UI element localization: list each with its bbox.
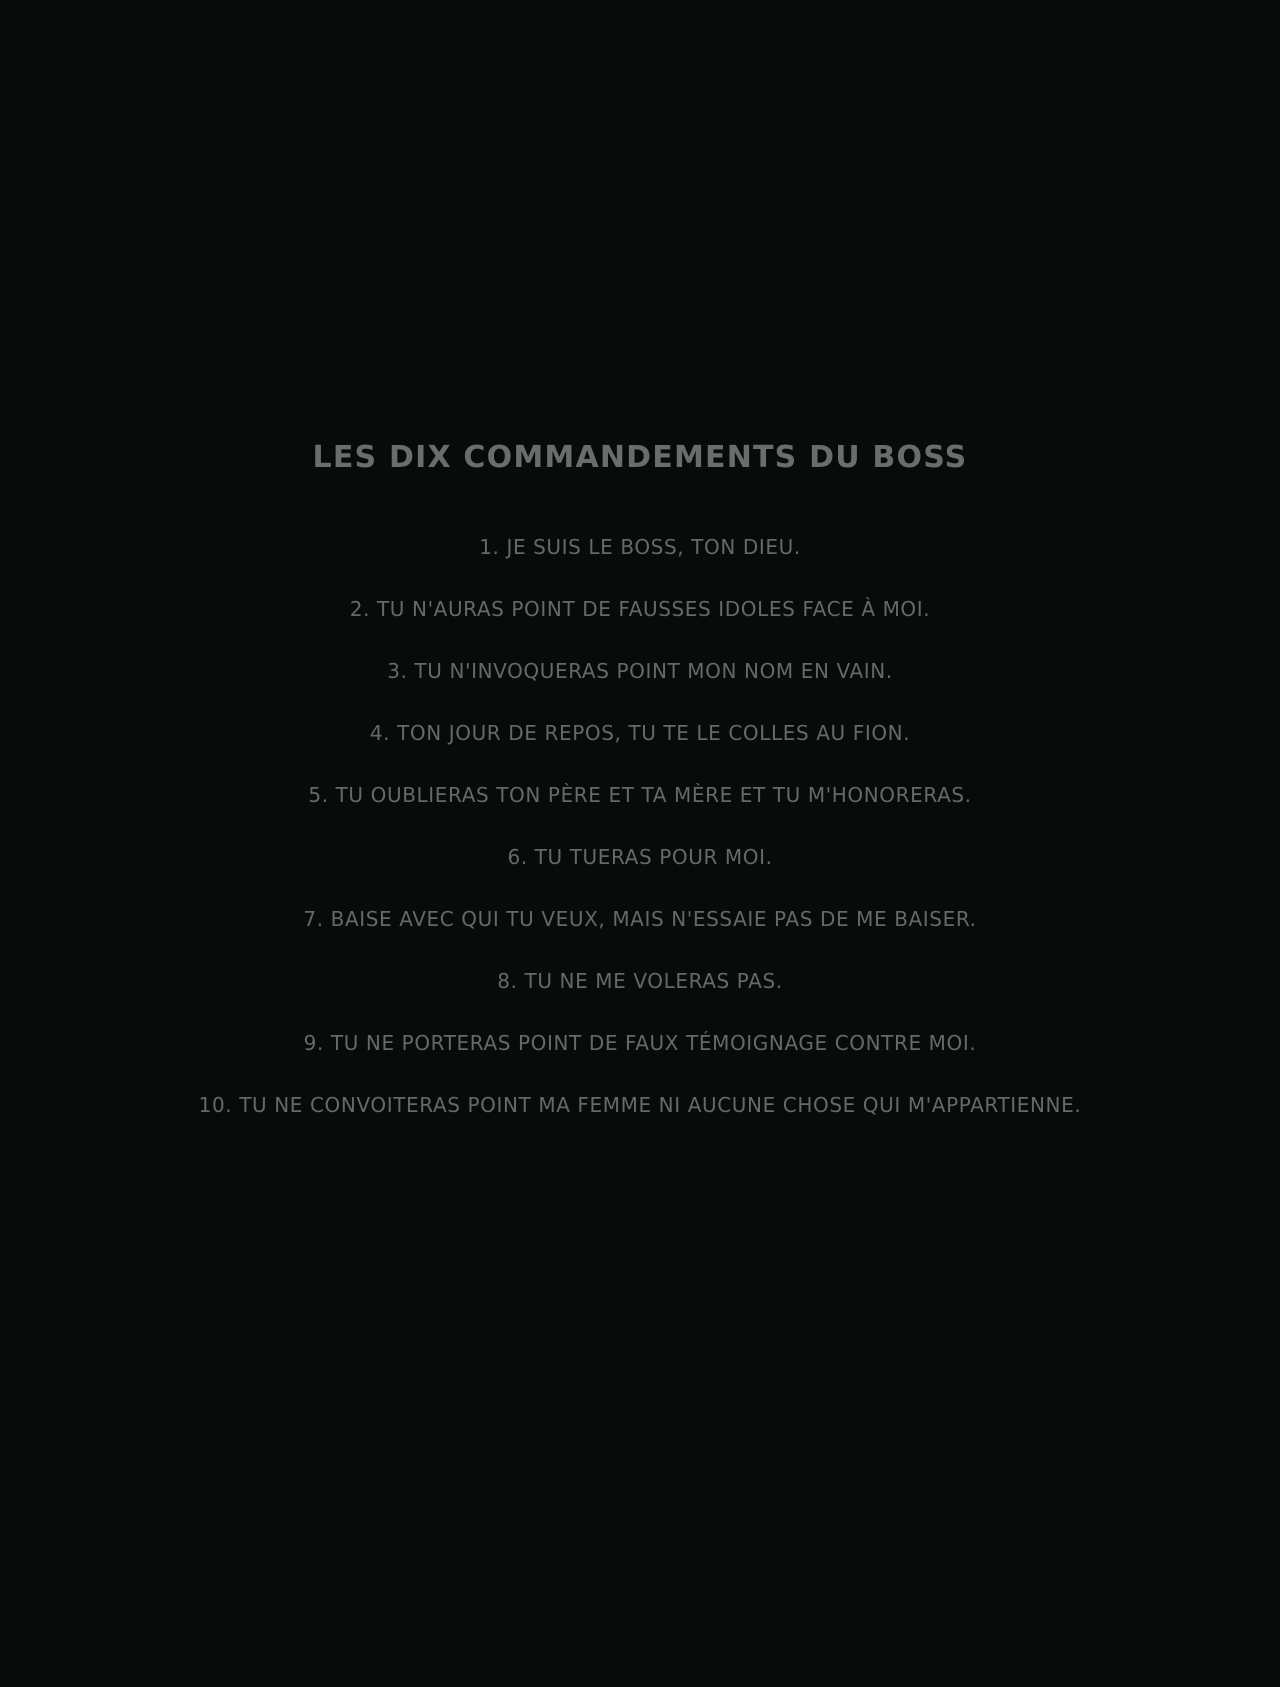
document-content bbox=[0, 440, 1280, 1119]
list-item: 8. TU NE ME VOLERAS PAS. bbox=[497, 969, 783, 993]
list-item: 5. TU OUBLIERAS TON PÈRE ET TA MÈRE ET TU M'HONORERAS. bbox=[308, 783, 972, 807]
list-item: 9. TU NE PORTERAS POINT DE FAUX TÉMOIGNAGE CONTRE MOI. bbox=[303, 1031, 977, 1055]
list-item: 7. BAISE AVEC QUI TU VEUX, MAIS N'ESSAIE PAS DE ME BAISER. bbox=[303, 907, 977, 931]
list-item: 2. TU N'AURAS POINT DE FAUSSES IDOLES FACE À MOI. bbox=[349, 597, 931, 621]
list-item: 6. TU TUERAS POUR MOI. bbox=[507, 845, 773, 869]
list-item: 10. TU NE CONVOITERAS POINT MA FEMME NI AUCUNE CHOSE QUI M'APPARTIENNE. bbox=[198, 1093, 1082, 1117]
list-item: 4. TON JOUR DE REPOS, TU TE LE COLLES AU FION. bbox=[369, 721, 911, 745]
commandment-list bbox=[0, 534, 1280, 1119]
list-item: 1. JE SUIS LE BOSS, TON DIEU. bbox=[479, 535, 801, 559]
list-item: 3. TU N'INVOQUERAS POINT MON NOM EN VAIN. bbox=[387, 659, 893, 683]
page-title: LES DIX COMMANDEMENTS DU BOSS bbox=[312, 440, 968, 475]
